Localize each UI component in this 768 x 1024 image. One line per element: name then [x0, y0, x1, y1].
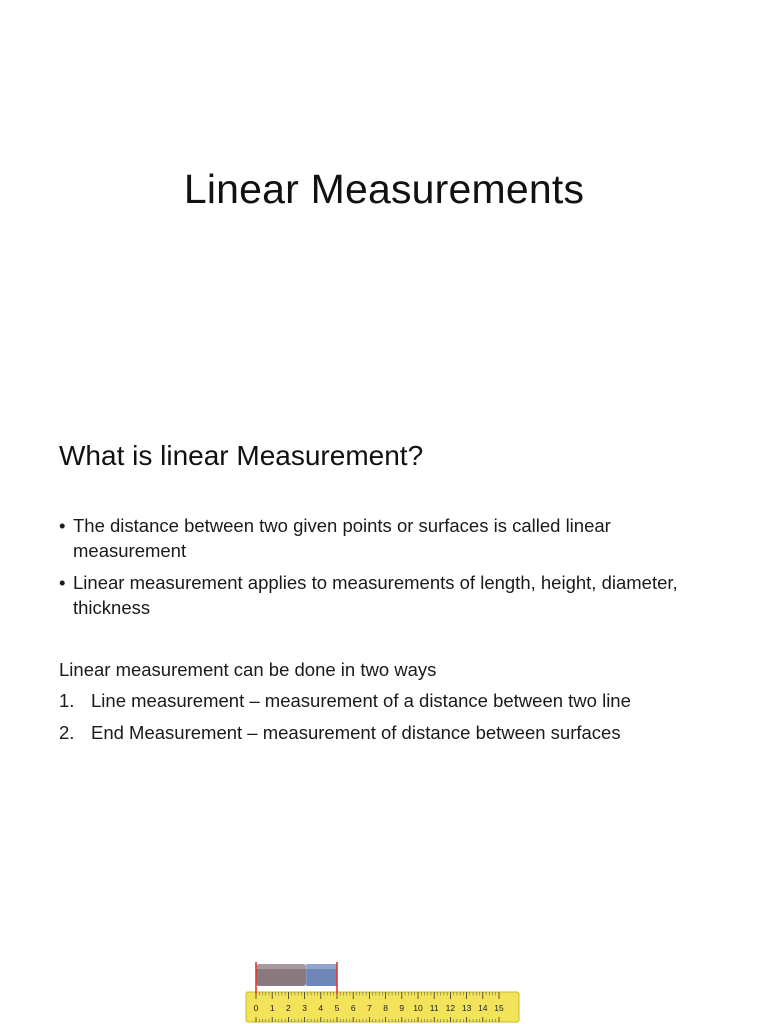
ruler-tick-label: 12 [445, 1003, 456, 1013]
ruler-tick-label: 14 [478, 1003, 488, 1013]
bullet-item [59, 570, 719, 620]
item-text: Line measurement – measurement of a distance between two line [91, 690, 631, 711]
ruler-illustration [240, 952, 525, 1024]
numbered-item [59, 688, 739, 713]
bullet-text: Linear measurement applies to measurements of length, height, diameter, thickness [73, 572, 678, 618]
ruler-tick-label: 7 [367, 1003, 372, 1013]
bullet-icon: • [59, 515, 66, 536]
ruler-tick-label: 8 [383, 1003, 388, 1013]
ruler-tick-label: 4 [318, 1003, 324, 1013]
bullet-item [59, 513, 719, 563]
item-text: End Measurement – measurement of distance between surfaces [91, 722, 621, 743]
ruler-tick-label: 10 [413, 1003, 423, 1013]
title-slide [0, 0, 768, 410]
ruler-tick-label: 5 [334, 1003, 340, 1013]
ruler-tick-label: 0 [253, 1003, 259, 1013]
ruler-tick-label: 13 [461, 1003, 472, 1013]
numbered-list [59, 688, 739, 752]
numbered-item [59, 720, 739, 745]
ruler-tick-label: 9 [399, 1003, 405, 1013]
item-number: 2. [59, 722, 75, 743]
ruler-tick-label: 11 [429, 1003, 439, 1013]
slide-title: Linear Measurements [183, 166, 585, 212]
intro-text: Linear measurement can be done in two ways [59, 659, 437, 680]
block-highlight [256, 964, 337, 969]
item-number: 1. [59, 690, 75, 711]
slide-heading: What is linear Measurement? [59, 440, 424, 471]
ruler-tick-label: 2 [286, 1003, 291, 1013]
ruler-tick-label: 1 [269, 1003, 275, 1013]
ruler-graphic [240, 952, 525, 1024]
ruler-tick-label: 6 [350, 1003, 356, 1013]
bullet-text: The distance between two given points or surfaces is called linear measurement [73, 515, 611, 561]
content-slide [0, 410, 768, 1024]
bullet-list [59, 513, 719, 627]
bullet-icon: • [59, 572, 66, 593]
ruler-tick-label: 3 [302, 1003, 307, 1013]
ruler-tick-label: 15 [494, 1003, 504, 1013]
